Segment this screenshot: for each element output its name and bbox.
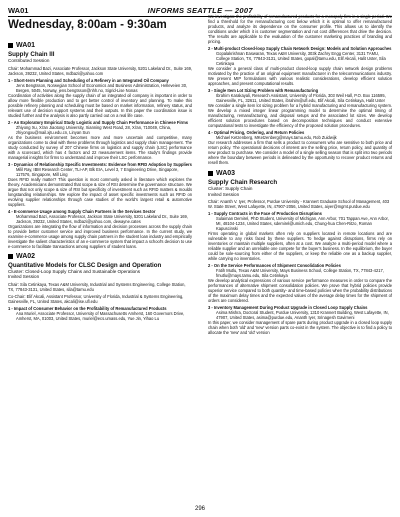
paper-abstract: In this paper, we consider management of spare parts during product upgrade in a closed loop supply chain when both 'old' and 'new' version parts co-exist in the system. The objective is to find a policy to allocate the 'new' and 'old' version bbox=[208, 320, 392, 336]
paper-title: 1 - Supply Contracts in the Face of Production Disruptions bbox=[208, 211, 322, 217]
session-type: Cluster: Closed-Loop Supply Chains and Sustainable Operations Invited Session bbox=[8, 268, 141, 280]
day-heading: Wednesday, 8:00am - 9:30am bbox=[8, 19, 167, 31]
paper-authors: Sulaiman Demirel, PhD Student, University of Michigan, Ann Arbor, 701 Tappan Ave, Ann Arbor, MI, 48104-1234, United States, sdemirel@umich.edu, Chung-hua Chen-Ritzo, Roman Kapuscinski bbox=[216, 216, 389, 232]
header-session-code: WA01 bbox=[8, 6, 29, 15]
left-column bbox=[8, 40, 192, 323]
session-code: WA01 bbox=[16, 42, 36, 49]
session-code-wa03 bbox=[208, 171, 392, 176]
paper-title: 4 - E-commerce Usage among Supply Chain Partners in the Services Sector bbox=[8, 208, 156, 214]
paper-authors: Zhiyong Xu, Xi'an Jiaotong University, Xianning West Road, 28, Xi'an, 710049, China, zhiyongxu@mail.xjtu.edu.cn, Linyan Sun bbox=[16, 124, 172, 135]
paper-title: 1 - Impact of Consumer Behavior on the Profitability of Remanufactured Products bbox=[8, 305, 167, 311]
session-type: Contributed Session bbox=[8, 58, 50, 63]
paper-title: 3 - Dynamics of Relationship Specific Investments: Evidence from RFID Adoption by Suppliers bbox=[8, 161, 192, 167]
paper bbox=[208, 130, 392, 165]
header-conference: INFORMS SEATTLE — 2007 bbox=[147, 6, 253, 15]
paper bbox=[8, 162, 192, 207]
paper-abstract-continued: We investigate the profitability of remanufactured products for a monopoly firm in a single period. We find a threshold for the remanufacturing cost below which it is optimal to offer remanufactured products, and analyze its dependence on the consumer profile. This allows us to identify the conditions under which it is customer segmentation and not cost differences that drive the decision. The results are applicable to the evaluation of the customer marketing practices of branding and pricing. bbox=[208, 14, 392, 44]
paper-title: 3 - Inventory Management During Product Upgrade in Closed Loop Supply Chains bbox=[208, 305, 368, 311]
paper-authors: Michael Ketzenberg, MKetzenberg@mays.tamu.edu, Rob Zuidwijk bbox=[216, 135, 337, 140]
paper bbox=[208, 88, 392, 128]
square-bullet-icon bbox=[8, 254, 13, 259]
paper-abstract: We consider a general class of multi-product closed-loop supply chain network design problems motivated by the practice of an original equipment manufacturer in the telecommunications industry. We present MIP formulations with various realistic considerations, develop efficient solution approaches, and present computational results. bbox=[208, 66, 392, 86]
session-chair: Chair: Mohammad Bazi, Associate Professor, Jackson State University, 5201 Lakeland Dr., Suite 169, Jackson, 39232, United States, mdbazi@yahoo.com bbox=[8, 65, 193, 76]
session-title: Quantitative Models for CLSC Design and Operation bbox=[8, 261, 162, 269]
paper-abstract: As the business environment becomes more and more uncertain and competitive, many organizations come to deal with these problems through logistics and supply chain management. The study conducted by survey of 207 Chinese firms on logistics and supply chain (LSC) performance with a scorecard, which has 4 factors and 22 measurement items. The study's findings provide managerial insights for firms to understand and improve their LSC performance. bbox=[8, 134, 192, 160]
paper-authors: Fatih Mutlu, Texas A&M University, Mays Business School, College Station, TX, 77843-4217, fmutlu@mays.tamu.edu, Sila Cetinkaya bbox=[216, 268, 384, 279]
paper bbox=[208, 211, 392, 261]
paper-title: 3 - Single Item Lot Sizing Problem with Remanufacturing bbox=[208, 88, 319, 93]
paper-authors: Milil Ray, IBM Research Center, TLI-AP, Blk EIA, Level 3, 7 Engineering Drive, Singapore, 117576, Singapore, Mill Ling bbox=[16, 166, 179, 177]
session-code-wa01 bbox=[8, 43, 192, 48]
paper bbox=[8, 120, 192, 160]
paper bbox=[208, 263, 392, 303]
paper-abstract: Does RFID really matter? This question is most commonly asked in literature which explores the theory. Academicians demonstrated that scope & size of RSI determine the governance structure. We argue that not only scope & size of RSI but specificity of investment such as RFID matters & moulds longstanding relationships. We explore the impact of asset specific investments such as RFID on evolving supplier relationships through case studies of the world's largest retail & automotive suppliers. bbox=[8, 176, 192, 207]
paper bbox=[208, 46, 392, 86]
square-bullet-icon bbox=[8, 43, 13, 48]
paper-title: 2 - On the Service Performances of Shipment Consolidation Policies bbox=[208, 263, 341, 269]
paper-authors: Mohammad Bazi, Associate Professor, Jackson State University, 5201 Lakeland Dr., Suite 169, Jackson, 39232, United States, mdbazi@yahoo.com, dewayne.cates bbox=[16, 213, 188, 224]
session-title: Supply Chain III bbox=[8, 51, 55, 58]
session-title: Supply Chain Research bbox=[208, 179, 278, 186]
paper bbox=[8, 78, 192, 118]
paper-authors: Ana Muriel, Associate Professor, University of Massachusetts Amherst, 160 Governors Drive, Amherst, MA, 01003, United States, muriel@ecs.umass.edu, Yue Jin, Yihao Lu bbox=[16, 310, 185, 321]
session-chair: Chair: Sila Cetinkaya, Texas A&M University, Industrial and Systems Engineering, College Station, TX, 77843-3131, United States, sila@tamu.edu bbox=[8, 281, 186, 292]
session-cochair: Co-Chair: Elif Akcali, Assistant Professor, University of Florida, Industrial & Systems Engineering, Gainesville, FL, United States, akcali@ise.ufl.edu bbox=[8, 293, 184, 304]
page-number: 296 bbox=[194, 506, 205, 512]
paper bbox=[208, 305, 392, 335]
paper bbox=[8, 209, 192, 249]
paper-title: 1 - Short-term Planning and Scheduling of a Refinery in an Integrated Oil Company bbox=[8, 77, 169, 83]
session-code: WA02 bbox=[16, 252, 36, 260]
paper-title: 4 - Optimal Pricing, Ordering, and Return Policies bbox=[208, 130, 305, 135]
session-code-wa02 bbox=[8, 254, 192, 259]
paper-authors: Jens Bengtsson, Norwegian School of Economics and Business Administration, Helleveien 30, Bergen, 5045, Norway, jens.bengtsson@nhh.no, Sigrid-Lise Nonas bbox=[16, 82, 188, 93]
paper-abstract: Coordination of activities along the supply chain of an integrated oil company is important in order to allow more flexible production and to get better control of inventory and planning. To make this possible refinery planning and scheduling must be based on market information, refinery status, and relevant use of decision support systems and their outputs. In this paper the coordination issue is studied further and the analysis is also partly carried out on a real life case. bbox=[8, 92, 192, 118]
paper-authors: Asima Mishra, Doctoral Student, Purdue University, 1310 Krannert Building, West Lafayette, IN, 47907, United States, asima@purdue.edu, Ananth Iyer, Srinagesh Gavirneni bbox=[216, 310, 389, 321]
paper-authors: Gopalakrishnan Easwaran, Texas A&M University, 303k Zachry Engg Center, 3131 TAMU, College Station, TX, 77843-3131, United States, gopal@tamu.edu, Elif Akcali, Halit Uster, Sila Cetinkaya bbox=[216, 51, 386, 66]
paper-title: 2 - Multi-product Closed-loop Supply Chain Network Design: Models and Solution Approaches bbox=[208, 46, 392, 51]
paper-abstract: We consider a single item lot sizing problem for a hybrid manufacturing and remanufacturing system. We develop a mixed integer linear programming model to determine the optimal timing of manufacturing, remanufacturing, and disposal setups and the associated lot sizes. We develop efficient solution procedures based on decomposition techniques and conduct extensive computational tests to investigate the efficiency of the proposed solution procedures. bbox=[208, 103, 392, 128]
right-column bbox=[208, 14, 392, 337]
paper-abstract: We develop analytical expressions of various service performance measures in order to compare the performances of alternative shipment consolidation policies. We prove that hybrid policies provide superior service compared to both quantity- and time-based policies when the probability distributions of the maximum delay times and the expected values of the average delay times for the shipment of orders are considered. bbox=[208, 278, 392, 304]
paper-abstract: Firms operating in global markets often rely on suppliers located in remote locations and are vulnerable to any risks faced by these suppliers. To hedge against disruptions, firms rely on inventories or maintain multiple suppliers, often at a cost. We analyze a multi-period model where a reliable supplier and an unreliable one compete for the buyer's business. In the equilibrium, the buyer could be sole-sourcing from either of the suppliers, or keep the reliable one as a backup supplier, while carrying no inventories. bbox=[208, 231, 392, 262]
paper-title: 2 - An Exploratory Empirical Study Logistic and Supply Chain Performance in Chinese Firms bbox=[8, 119, 189, 125]
session-chair: Chair: Ananth V. Iyer, Professor, Purdue University - Krannert Graduate School of Management, 403 W. State Street, West Lafayette, IN, 47907-2056, United States, aiyer@mgmt.purdue.edu bbox=[208, 199, 390, 210]
paper-abstract: Our research addresses a firm that sells a product to consumers who are sensitive to both price and return policy. The operational decisions of interest are the selling price, return policy, and quantity of new product to purchase. We consider a model of a single selling season that is split into two periods where the boundary between periods is delineated by the opportunity to recover product returns and resell them. bbox=[208, 140, 392, 165]
paper bbox=[8, 306, 192, 321]
session-code: WA03 bbox=[216, 170, 236, 177]
paper-abstract: Organizations are integrating the flow of information and decision processes across the supply chain to provide better customer service and improved business performance. In the current study, we examine e-commerce usage among supply chain partners in the student loan industry and empirically investigate the salient characteristics of an e-commerce system that impact a school's decision to use e-commerce to facilitate transactions among suppliers of student loans. bbox=[8, 223, 192, 249]
paper-authors: Ibrahim Karakayali, Research Assistant, University of Florida, 303 Weil Hall, P.O. Box 116595, Gainesville, FL, 32611, United States, ibrahim@ufl.edu, Elif Akcali, Sila Cetinkaya, Halit Uster bbox=[216, 93, 386, 103]
square-bullet-icon bbox=[208, 171, 213, 176]
session-type: Cluster: Supply Chain Invited Session bbox=[208, 186, 253, 197]
